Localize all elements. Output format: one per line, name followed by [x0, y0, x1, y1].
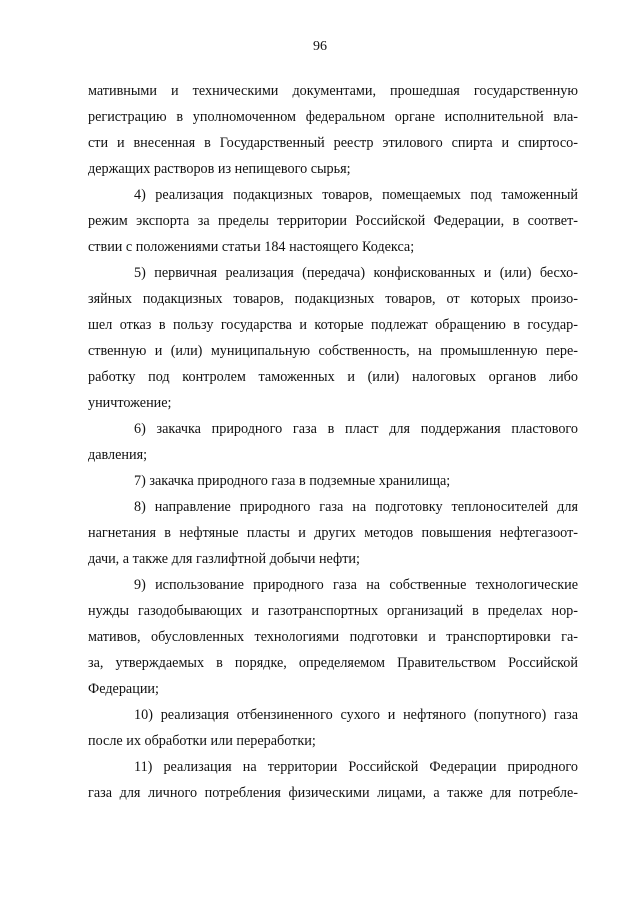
text-line: уничтожение; — [88, 395, 172, 411]
page-number: 96 — [313, 39, 327, 54]
text-line: зяйных подакцизных товаров, подакцизных товаров, от которых произо- — [88, 291, 578, 307]
paragraph-item-6 — [88, 416, 578, 468]
text-line: 7) закачка природного газа в подземные хранилища; — [134, 473, 451, 489]
paragraph-item-10 — [88, 702, 578, 754]
paragraph-item-5 — [88, 260, 578, 416]
text-line: режим экспорта за пределы территории Российской Федерации, в соответ- — [88, 213, 578, 229]
text-line: работку под контролем таможенных и (или) налоговых органов либо — [88, 369, 578, 385]
text-line: ственную и (или) муниципальную собственность, на промышленную пере- — [88, 343, 578, 359]
paragraph-item-4 — [88, 182, 578, 260]
body-text — [88, 78, 578, 806]
paragraph-item-8 — [88, 494, 578, 572]
text-line: газа для личного потребления физическими лицами, а также для потребле- — [88, 785, 578, 801]
text-line: Федерации; — [88, 681, 159, 697]
text-line: 9) использование природного газа на собственные технологические — [134, 577, 578, 593]
text-line: нагнетания в нефтяные пласты и других методов повышения нефтегазоот- — [88, 525, 578, 541]
text-line: шел отказ в пользу государства и которые подлежат обращению в государ- — [88, 317, 578, 333]
text-line: давления; — [88, 447, 148, 463]
text-line: дачи, а также для газлифтной добычи нефти; — [88, 551, 360, 567]
text-line: 8) направление природного газа на подготовку теплоносителей для — [134, 499, 578, 515]
text-line: мативов, обусловленных технологиями подготовки и транспортировки га- — [88, 629, 578, 645]
paragraph-item-11 — [88, 754, 578, 806]
text-line: 10) реализация отбензиненного сухого и нефтяного (попутного) газа — [134, 707, 578, 723]
text-line: после их обработки или переработки; — [88, 733, 316, 749]
text-line: ствии с положениями статьи 184 настоящего Кодекса; — [88, 239, 415, 255]
text-line: регистрацию в уполномоченном федеральном органе исполнительной вла- — [88, 109, 578, 125]
text-line: нужды газодобывающих и газотранспортных организаций в пределах нор- — [88, 603, 578, 619]
paragraph-item-7 — [88, 468, 578, 494]
text-line: 6) закачка природного газа в пласт для поддержания пластового — [134, 421, 578, 437]
text-line: 4) реализация подакцизных товаров, помещаемых под таможенный — [134, 187, 578, 203]
text-line: сти и внесенная в Государственный реестр этилового спирта и спиртосо- — [88, 135, 578, 151]
text-line: 5) первичная реализация (передача) конфискованных и (или) бесхо- — [134, 265, 578, 281]
text-line: держащих растворов из непищевого сырья; — [88, 161, 351, 177]
paragraph-item-9 — [88, 572, 578, 702]
paragraph-continuation — [88, 78, 578, 182]
text-line: 11) реализация на территории Российской Федерации природного — [134, 759, 578, 775]
text-line: мативными и техническими документами, прошедшая государственную — [88, 83, 578, 99]
text-line: за, утверждаемых в порядке, определяемом Правительством Российской — [88, 655, 578, 671]
